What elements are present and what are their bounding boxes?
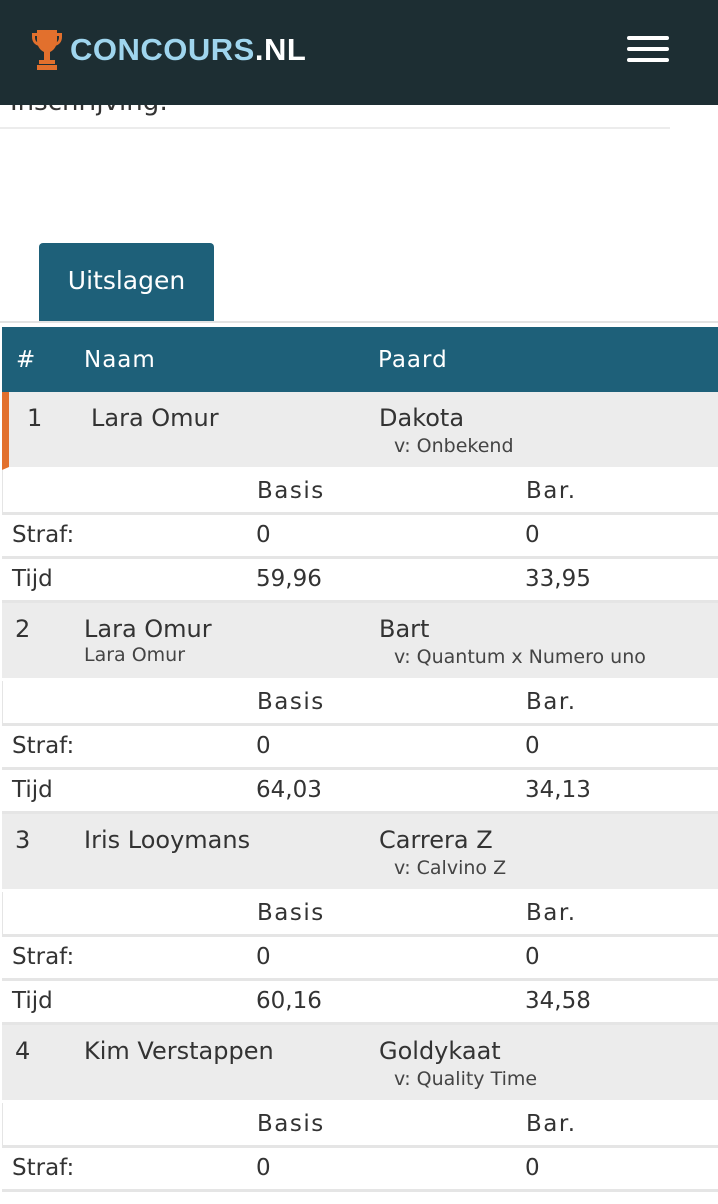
time-barrage: 34,58 [525,988,591,1014]
rider-name: Iris Looymans [84,826,251,854]
penalty-basis: 0 [256,522,271,548]
horse-name: Goldykaat [379,1037,501,1065]
rank: 4 [15,1037,31,1065]
rank: 1 [27,404,43,432]
horse-pedigree: v: Onbekend [394,435,514,457]
penalty-basis: 0 [256,1155,271,1181]
penalty-label: Straf: [12,733,75,759]
time-label: Tijd [12,566,53,592]
penalty-basis: 0 [256,733,271,759]
penalty-label: Straf: [12,522,75,548]
brand-tld: .NL [254,32,307,67]
penalty-barrage: 0 [525,733,540,759]
menu-line [627,47,669,51]
horse-pedigree: v: Quantum x Numero uno [394,646,646,668]
top-navbar [0,0,718,105]
horse-pedigree: v: Quality Time [394,1068,538,1090]
penalty-label: Straf: [12,1155,75,1181]
results-table [2,327,718,1192]
time-row [2,981,718,1025]
time-barrage: 33,95 [525,566,591,592]
site-logo[interactable] [30,28,306,72]
rider-name: Lara Omur [84,615,212,643]
tab-uitslagen[interactable]: Uitslagen [39,243,214,323]
column-header-horse: Paard [378,347,448,373]
time-barrage: 34,13 [525,777,591,803]
penalty-row [2,515,718,559]
time-label: Tijd [12,988,53,1014]
penalty-barrage: 0 [525,944,540,970]
horse-name: Bart [379,615,430,643]
barrage-header: Bar. [526,900,577,926]
score-header-row [2,681,718,726]
tab-divider [0,321,718,323]
result-row[interactable] [2,1025,718,1103]
rank: 3 [15,826,31,854]
penalty-row [2,1148,718,1192]
column-header-name: Naam [84,347,156,373]
time-basis: 60,16 [256,988,322,1014]
time-row [2,770,718,814]
menu-line [627,36,669,40]
time-basis: 59,96 [256,566,322,592]
previous-info-row [0,105,670,129]
penalty-row [2,726,718,770]
basis-header: Basis [257,689,325,715]
barrage-header: Bar. [526,478,577,504]
time-basis: 64,03 [256,777,322,803]
barrage-header: Bar. [526,1111,577,1137]
basis-header: Basis [257,900,325,926]
rank: 2 [15,615,31,643]
result-row[interactable] [2,392,718,470]
basis-header: Basis [257,478,325,504]
result-row[interactable] [2,603,718,681]
score-header-row [2,892,718,937]
penalty-basis: 0 [256,944,271,970]
penalty-row [2,937,718,981]
score-header-row [2,1103,718,1148]
basis-header: Basis [257,1111,325,1137]
trophy-icon [30,28,64,72]
rider-name: Lara Omur [91,404,219,432]
horse-name: Dakota [379,404,465,432]
barrage-header: Bar. [526,689,577,715]
time-row [2,559,718,603]
rider-subtitle: Lara Omur [84,644,186,666]
penalty-label: Straf: [12,944,75,970]
column-header-position: # [16,347,37,373]
horse-name: Carrera Z [379,826,493,854]
table-header [2,327,718,392]
penalty-barrage: 0 [525,1155,540,1181]
result-row[interactable] [2,814,718,892]
hamburger-menu-icon[interactable] [618,32,678,66]
score-header-row [2,470,718,515]
brand-name [70,32,306,68]
brand-main: CONCOURS [70,32,255,67]
horse-pedigree: v: Calvino Z [394,857,507,879]
rider-name: Kim Verstappen [84,1037,274,1065]
penalty-barrage: 0 [525,522,540,548]
menu-line [627,58,669,62]
time-label: Tijd [12,777,53,803]
